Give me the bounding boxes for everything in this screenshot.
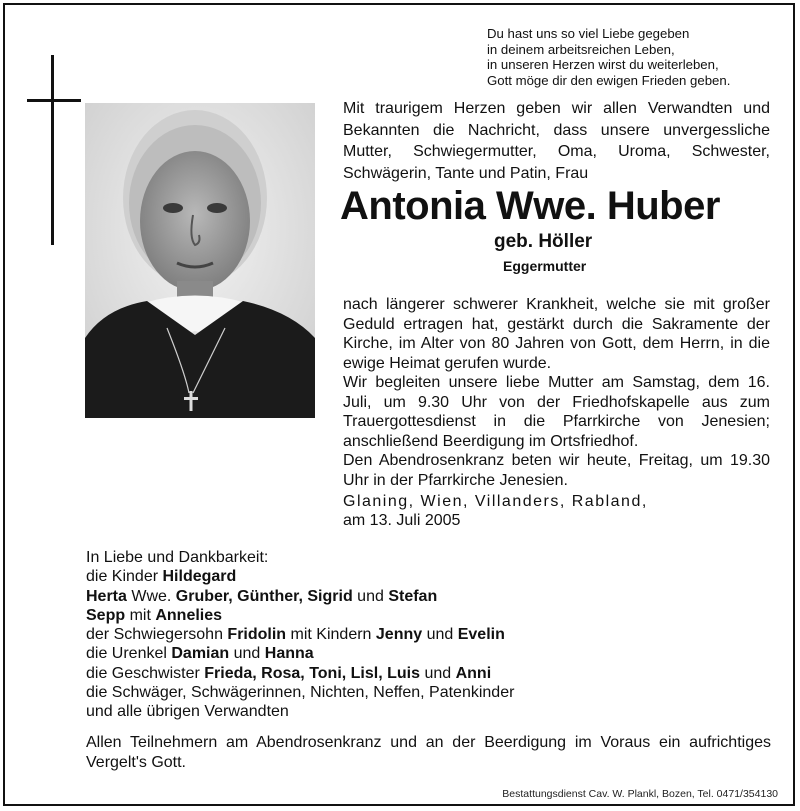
places: Glaning, Wien, Villanders, Rabland, xyxy=(343,493,648,510)
cross-icon xyxy=(51,55,54,245)
poem-line: Gott möge dir den ewigen Frieden geben. xyxy=(487,72,731,88)
poem-line: Du hast uns so viel Liebe gegeben xyxy=(487,26,690,41)
mourners-line: die Urenkel Damian und Hanna xyxy=(86,645,314,663)
rosary-paragraph: Den Abendrosenkranz beten wir heute, Freitag, um 19.30 Uhr in der Pfarrkirche Jenesien. xyxy=(343,452,770,489)
poem-line: in unseren Herzen wirst du weiterleben, xyxy=(487,57,719,72)
mourners-line: und alle übrigen Verwandten xyxy=(86,703,289,721)
mourners-line: die Geschwister Frieda, Rosa, Toni, Lisl, Luis und Anni xyxy=(86,664,492,682)
poem-line: in deinem arbeitsreichen Leben, xyxy=(487,41,675,57)
funeral-service-footer: Bestattungsdienst Cav. W. Plankl, Bozen, Tel. 0471/354130 xyxy=(502,788,778,800)
portrait-photo xyxy=(85,103,315,418)
mourners-line: In Liebe und Dankbarkeit: xyxy=(86,549,269,566)
funeral-paragraph: Wir begleiten unsere liebe Mutter am Samstag, dem 16. Juli, um 9.30 Uhr von der Friedhofskapelle aus zum Trauergottesdienst in die Pfarrkirche von Jenesien; anschließend Beerdigung im Ortsfriedhof. xyxy=(343,374,770,450)
cross-icon-bar xyxy=(27,99,81,102)
mourners-line: die Kinder Hildegard xyxy=(86,568,237,586)
mourners-line: Herta Wwe. Gruber, Günther, Sigrid und Stefan xyxy=(86,587,438,605)
poem xyxy=(487,26,777,88)
house-name: Eggermutter xyxy=(503,258,587,274)
mourners-line: die Schwäger, Schwägerinnen, Nichten, Neffen, Patenkinder xyxy=(86,684,515,702)
date: am 13. Juli 2005 xyxy=(343,512,461,529)
intro-text: Mit traurigem Herzen geben wir allen Verwandten und Bekannten die Nachricht, dass unsere unvergessliche Mutter, Schwiegermutter, Oma, Uroma, Schwester, Schwägerin, Tante und Patin, Frau xyxy=(343,100,770,182)
deceased-name: Antonia Wwe. Huber xyxy=(340,184,720,228)
death-paragraph: nach längerer schwerer Krankheit, welche sie mit großer Geduld ertragen hat, gestärkt durch die Sakramente der Kirche, im Alter von 80 Jahren von Gott, dem Herrn, in die ewige Heimat gerufen wurde. xyxy=(343,296,770,372)
maiden-name: geb. Höller xyxy=(494,231,593,252)
mourners-line: Sepp mit Annelies xyxy=(86,606,223,624)
thanks-text: Allen Teilnehmern am Abendrosenkranz und an der Beerdigung im Voraus ein aufrichtiges Vergelt's Gott. xyxy=(86,734,771,771)
mourners-line: der Schwiegersohn Fridolin mit Kindern Jenny und Evelin xyxy=(86,626,505,644)
mourners-list xyxy=(86,548,786,722)
